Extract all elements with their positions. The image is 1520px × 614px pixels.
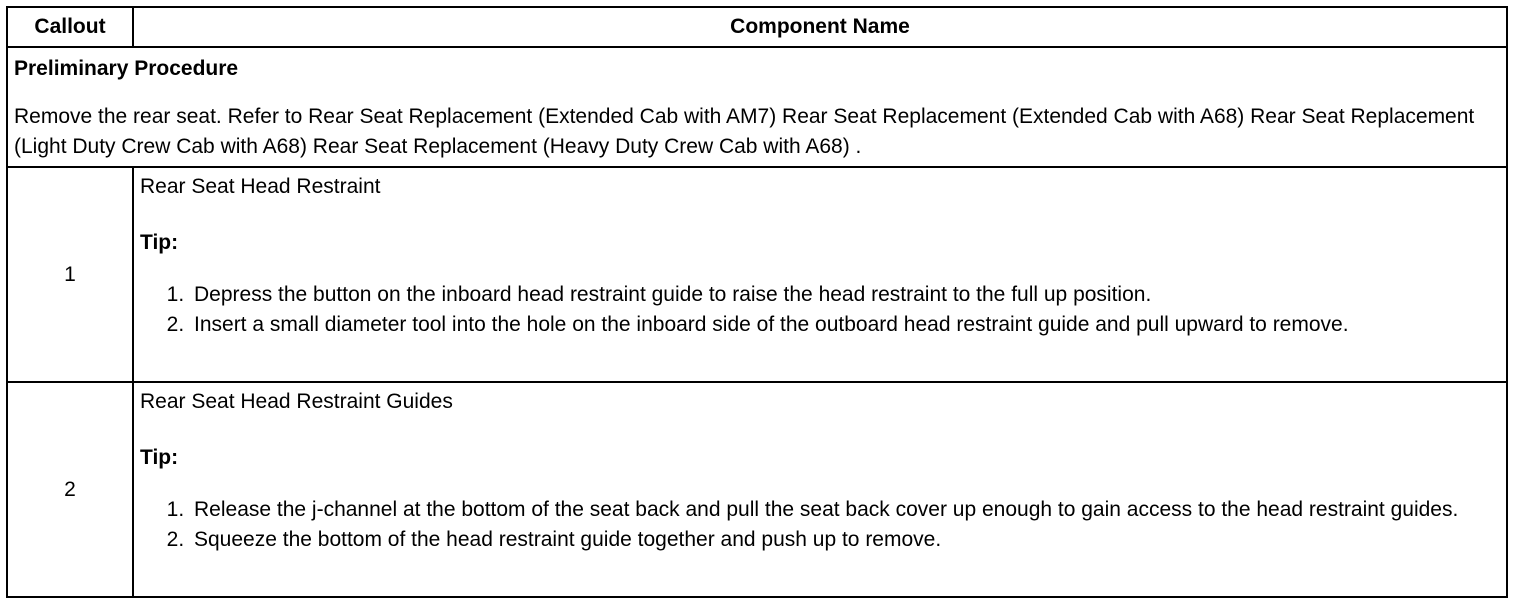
tip-label: Tip: bbox=[140, 446, 179, 469]
list-item: 1. Depress the button on the inboard head restraint guide to raise the head restraint to the full up position. bbox=[190, 280, 1500, 310]
component-cell bbox=[133, 382, 1507, 597]
preliminary-title: Preliminary Procedure bbox=[14, 57, 239, 80]
table-row bbox=[7, 382, 1507, 597]
header-row bbox=[7, 7, 1507, 47]
callout-number: 2 bbox=[7, 382, 133, 597]
preliminary-text: Remove the rear seat. Refer to Rear Seat Replacement (Extended Cab with AM7) Rear Seat Replacement (Extended Cab with A68) Rear Seat Replacement (Light Duty Crew Cab with A68) Rear Seat Replacement (Heavy Duty Crew Cab with A68) . bbox=[14, 105, 1475, 158]
procedure-table bbox=[6, 6, 1508, 598]
steps-list bbox=[140, 495, 1500, 555]
steps-list bbox=[140, 280, 1500, 340]
list-item: 2. Squeeze the bottom of the head restraint guide together and push up to remove. bbox=[190, 525, 1500, 555]
component-name: Rear Seat Head Restraint Guides bbox=[140, 390, 453, 413]
callout-number: 1 bbox=[7, 167, 133, 382]
preliminary-row bbox=[7, 47, 1507, 167]
tip-label: Tip: bbox=[140, 231, 179, 254]
table-row bbox=[7, 167, 1507, 382]
procedure-table-container bbox=[6, 6, 1508, 606]
list-item: 2. Insert a small diameter tool into the hole on the inboard side of the outboard head restraint guide and pull upward to remove. bbox=[190, 310, 1500, 340]
list-item: 1. Release the j-channel at the bottom of the seat back and pull the seat back cover up enough to gain access to the head restraint guides. bbox=[190, 495, 1500, 525]
component-name-header: Component Name bbox=[133, 7, 1507, 47]
callout-header: Callout bbox=[7, 7, 133, 47]
preliminary-cell bbox=[7, 47, 1507, 167]
component-name: Rear Seat Head Restraint bbox=[140, 175, 381, 198]
component-cell bbox=[133, 167, 1507, 382]
